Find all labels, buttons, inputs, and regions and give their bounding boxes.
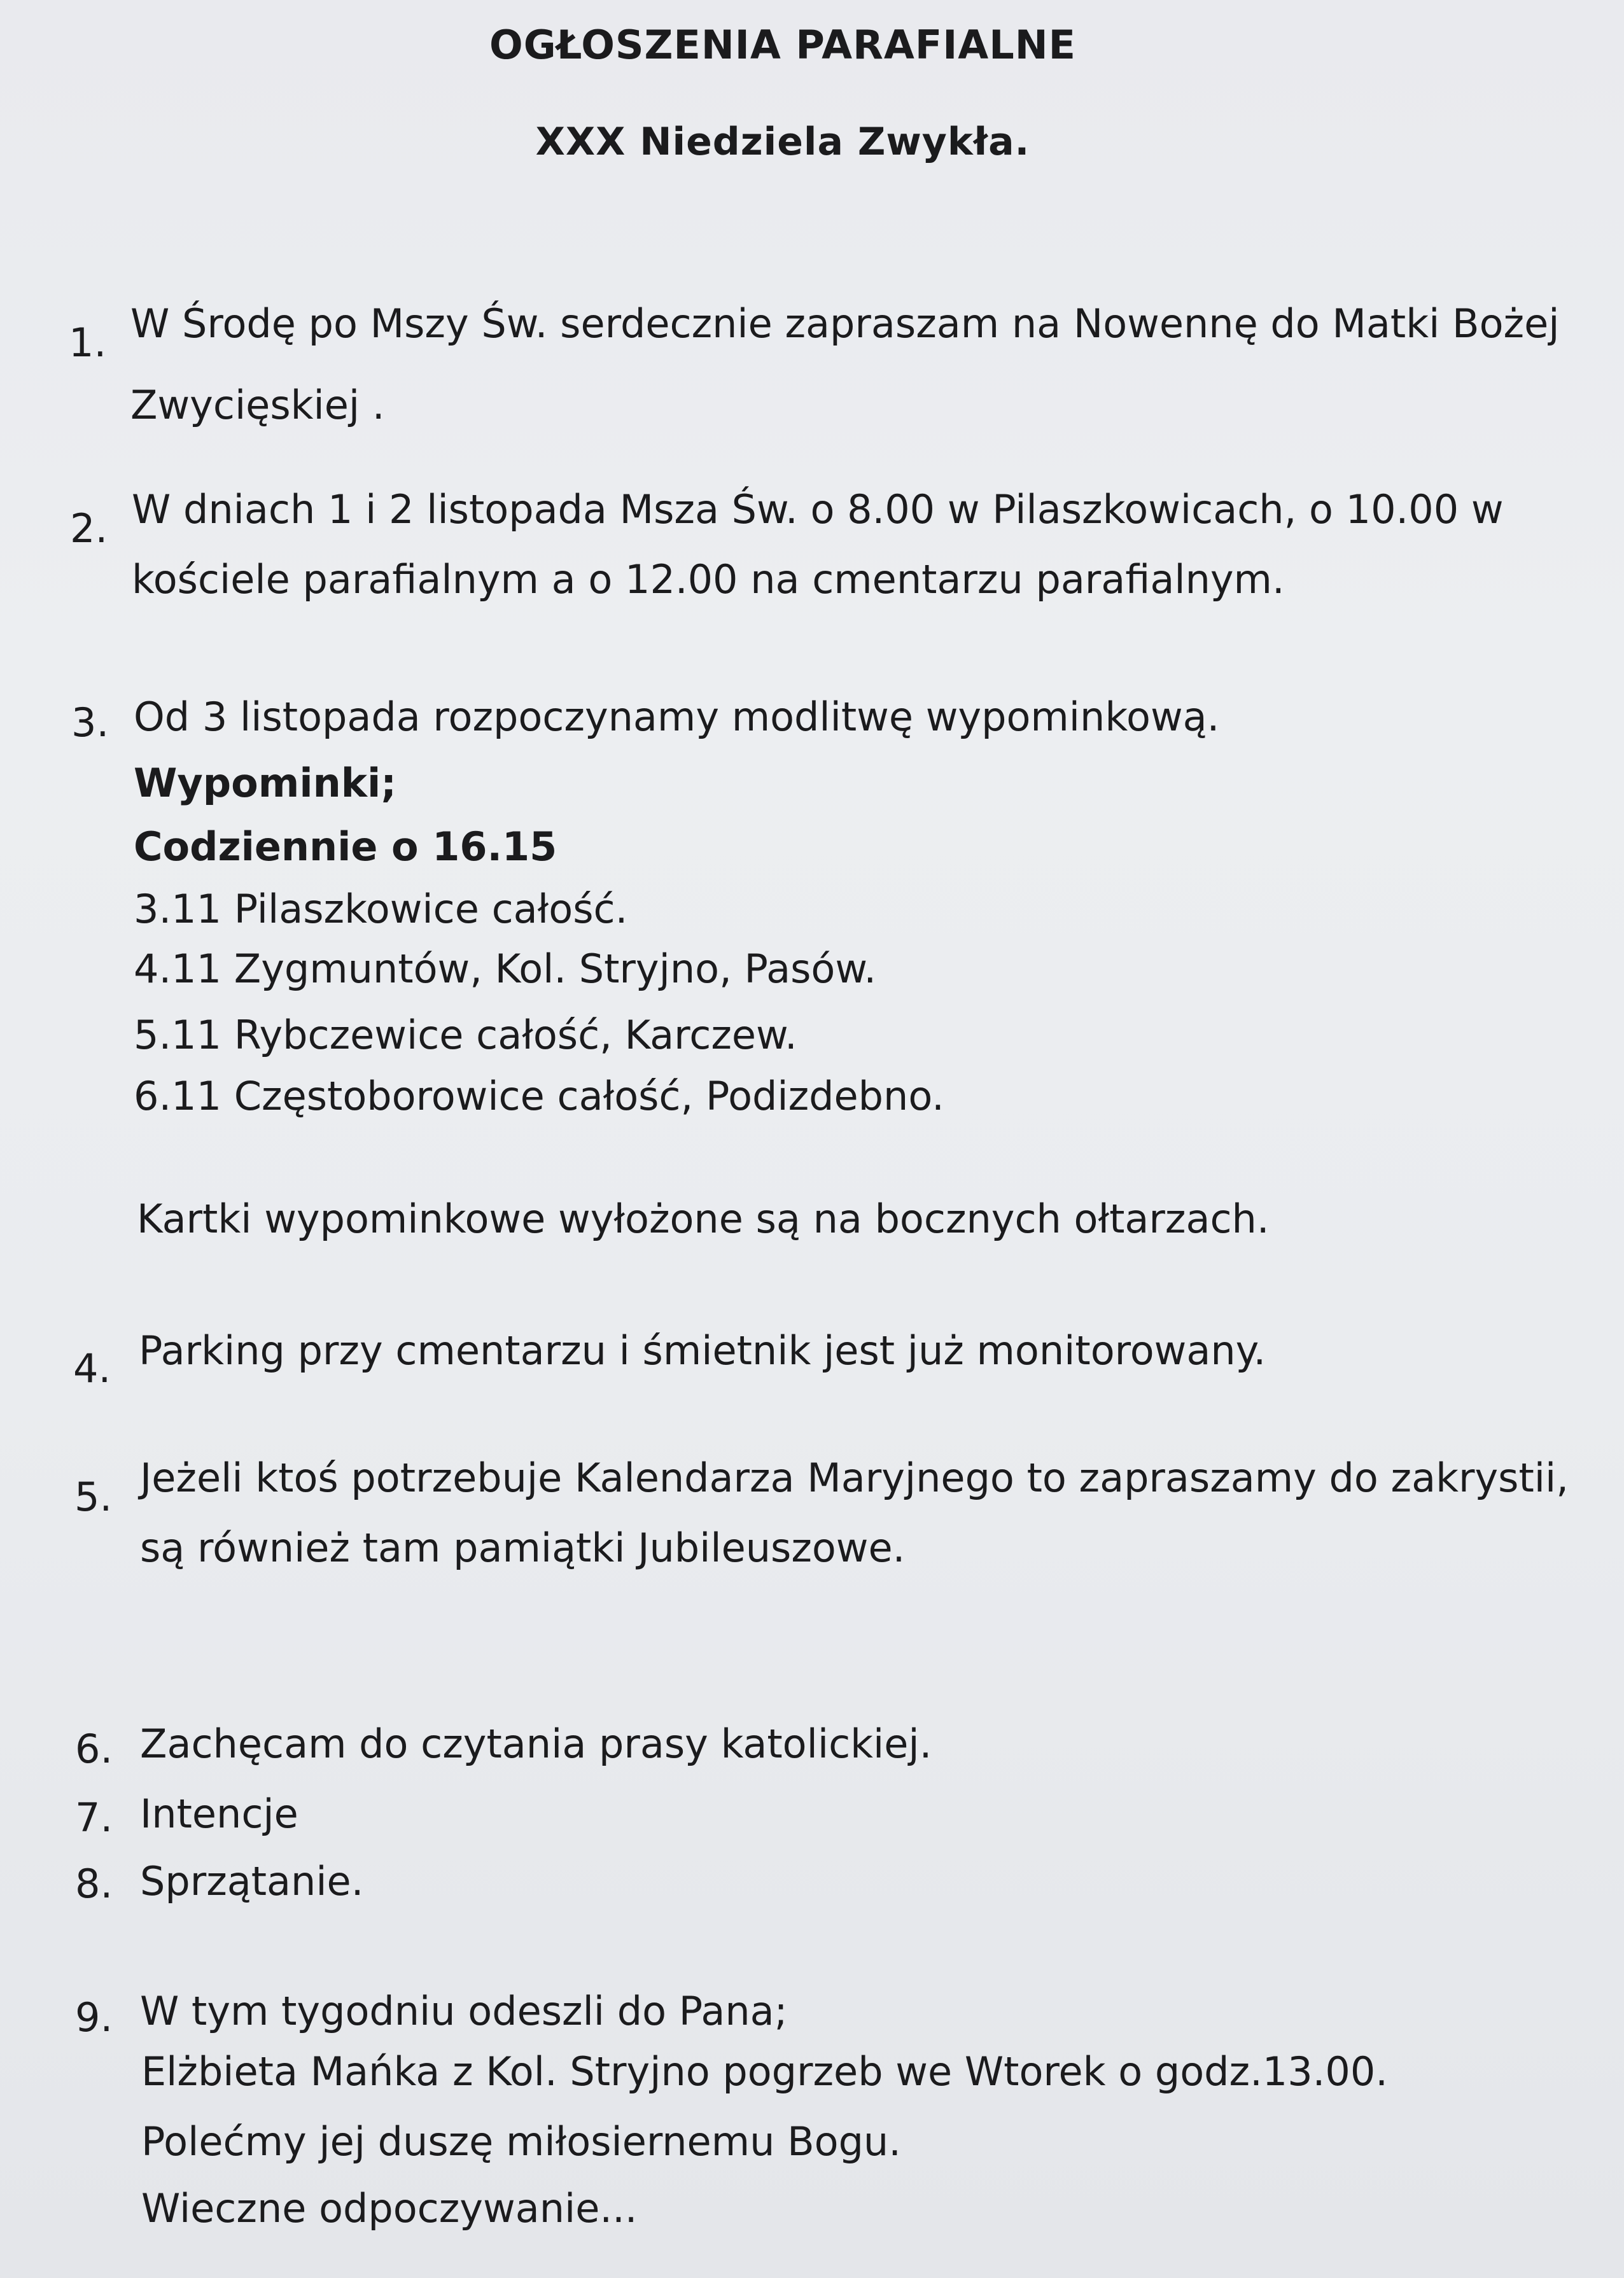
item-line: W tym tygodniu odeszli do Pana; xyxy=(140,1988,788,2034)
item-number: 6. xyxy=(75,1726,113,1772)
schedule-line: 6.11 Częstoborowice całość, Podizdebno. xyxy=(134,1073,944,1119)
item-line: kościele parafialnym a o 12.00 na cmentarzu parafialnym. xyxy=(132,556,1285,603)
item-line-bold: Wypominki; xyxy=(134,760,397,806)
item-number: 4. xyxy=(73,1345,111,1392)
item-line: Od 3 listopada rozpoczynamy modlitwę wypominkową. xyxy=(134,694,1220,740)
item-number: 7. xyxy=(75,1794,113,1841)
item-number: 9. xyxy=(75,1994,113,2041)
item-number: 8. xyxy=(75,1861,113,1907)
schedule-line: 5.11 Rybczewice całość, Karczew. xyxy=(134,1012,797,1058)
page-subtitle: XXX Niedziela Zwykła. xyxy=(535,120,1030,164)
item-line: Elżbieta Mańka z Kol. Stryjno pogrzeb we Wtorek o godz.13.00. xyxy=(141,2048,1388,2095)
item-line: W Środę po Mszy Św. serdecznie zapraszam na Nowennę do Matki Bożej xyxy=(130,300,1560,347)
item-line: są również tam pamiątki Jubileuszowe. xyxy=(140,1525,906,1571)
item-line: Parking przy cmentarzu i śmietnik jest już monitorowany. xyxy=(139,1327,1266,1374)
item-line: Wieczne odpoczywanie... xyxy=(141,2185,638,2232)
item-line: Sprzątanie. xyxy=(140,1858,364,1904)
item-line: Polećmy jej duszę miłosiernemu Bogu. xyxy=(141,2118,901,2165)
item-line: W dniach 1 i 2 listopada Msza Św. o 8.00 w Pilaszkowicach, o 10.00 w xyxy=(132,486,1504,533)
item-line: Zwycięskiej . xyxy=(130,382,385,428)
item-line: Kartki wypominkowe wyłożone są na bocznych ołtarzach. xyxy=(137,1196,1270,1242)
item-number: 3. xyxy=(71,699,109,746)
item-line-bold: Codziennie o 16.15 xyxy=(134,823,557,870)
page-title: OGŁOSZENIA PARAFIALNE xyxy=(489,22,1076,68)
item-number: 1. xyxy=(69,319,107,366)
schedule-line: 3.11 Pilaszkowice całość. xyxy=(134,886,628,932)
item-line: Jeżeli ktoś potrzebuje Kalendarza Maryjnego to zapraszamy do zakrystii, xyxy=(140,1455,1569,1501)
item-line: Zachęcam do czytania prasy katolickiej. xyxy=(140,1721,932,1767)
item-number: 5. xyxy=(74,1474,113,1520)
item-number: 2. xyxy=(70,505,108,552)
schedule-line: 4.11 Zygmuntów, Kol. Stryjno, Pasów. xyxy=(134,946,877,992)
item-line: Intencje xyxy=(140,1791,298,1837)
